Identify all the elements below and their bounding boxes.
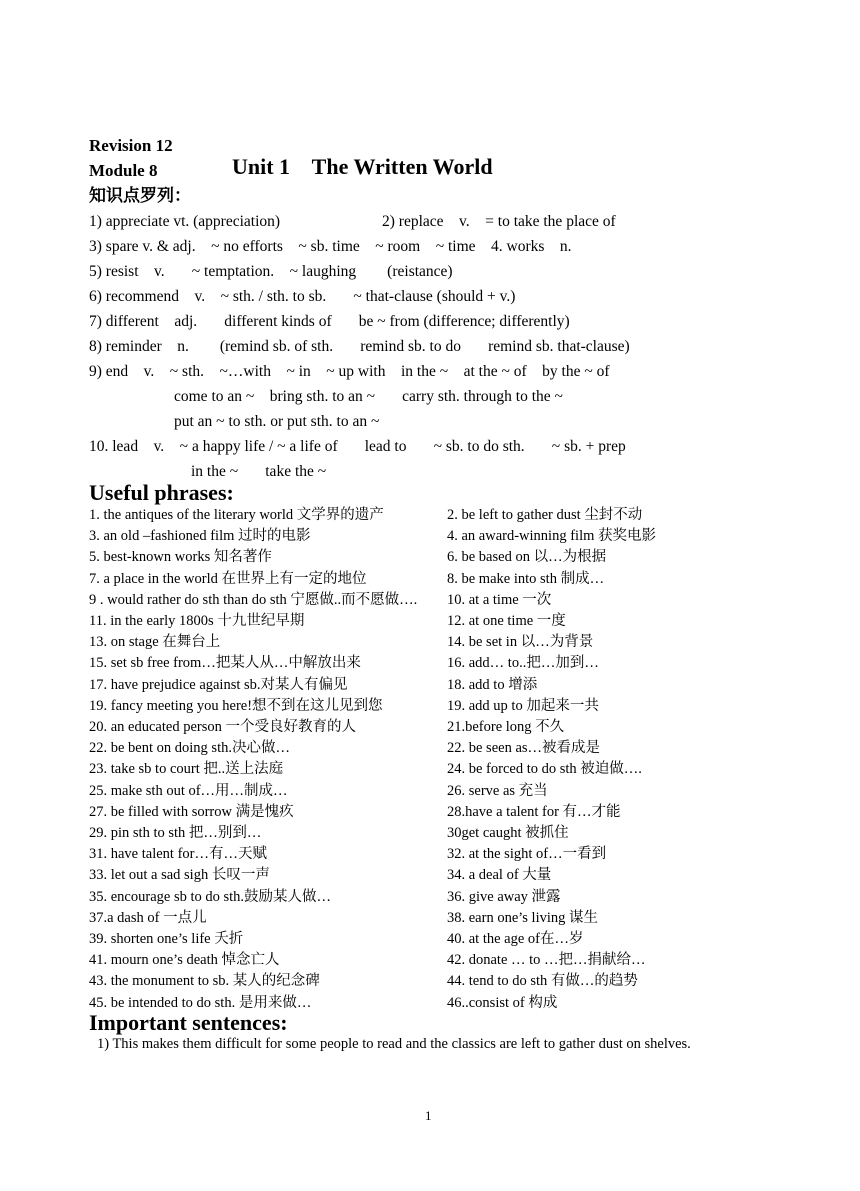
phrase-right-item: 46..consist of 构成: [447, 994, 558, 1011]
unit-title: Unit 1 The Written World: [232, 154, 493, 179]
phrase-left-item: 1. the antiques of the literary world 文学界的遗产: [89, 507, 384, 523]
knowledge-item-6: 6) recommend v. ~ sth. / sth. to sb. ~ that-clause (should + v.): [89, 288, 516, 305]
knowledge-item-7: 7) different adj. different kinds of be ~ from (difference; differently): [89, 313, 570, 330]
phrase-right-item: 32. at the sight of…一看到: [447, 846, 607, 863]
knowledge-item-9-cont-2: put an ~ to sth. or put sth. to an ~: [174, 413, 380, 430]
sentence-item: 1) This makes them difficult for some people to read and the classics are left to gather dust on shelves.: [97, 1036, 691, 1052]
phrase-right-item: 2. be left to gather dust 尘封不动: [447, 507, 643, 523]
phrase-left-item: 22. be bent on doing sth.决心做…: [89, 740, 290, 757]
page-number: 1: [425, 1108, 432, 1123]
phrase-left-item: 39. shorten one’s life 夭折: [89, 931, 244, 947]
phrase-left-item: 3. an old –fashioned film 过时的电影: [89, 528, 311, 545]
knowledge-item-9: 9) end v. ~ sth. ~…with ~ in ~ up with in the ~ at the ~ of by the ~ of: [89, 363, 610, 380]
phrase-right-item: 38. earn one’s living 谋生: [447, 909, 599, 926]
phrase-left-item: 27. be filled with sorrow 满是愧疚: [89, 803, 294, 820]
useful-phrases-heading: Useful phrases:: [89, 480, 234, 505]
phrase-right-item: 44. tend to do sth 有做…的趋势: [447, 973, 638, 990]
phrase-left-item: 15. set sb free from…把某人从…中解放出来: [89, 655, 361, 672]
knowledge-item-2: 2) replace v. = to take the place of: [382, 213, 616, 230]
phrase-right-item: 26. serve as 充当: [447, 782, 548, 799]
phrase-left-item: 19. fancy meeting you here!想不到在这儿见到您: [89, 697, 383, 714]
phrase-right-item: 22. be seen as…被看成是: [447, 740, 601, 757]
knowledge-heading: 知识点罗列：: [89, 186, 191, 205]
phrase-left-item: 35. encourage sb to do sth.鼓励某人做…: [89, 888, 332, 905]
important-sentences-heading: Important sentences:: [89, 1010, 288, 1035]
phrase-left-item: 5. best-known works 知名著作: [89, 549, 272, 566]
revision-title: Revision 12: [89, 136, 173, 155]
phrase-right-item: 28.have a talent for 有…才能: [447, 803, 621, 820]
knowledge-item-3: 3) spare v. & adj. ~ no efforts ~ sb. time ~ room ~ time 4. works n.: [89, 238, 572, 255]
phrase-left-item: 43. the monument to sb. 某人的纪念碑: [89, 973, 320, 990]
phrase-left-item: 41. mourn one’s death 悼念亡人: [89, 952, 280, 969]
phrase-left-item: 20. an educated person 一个受良好教育的人: [89, 719, 356, 735]
phrase-right-item: 34. a deal of 大量: [447, 867, 552, 884]
phrase-right-item: 42. donate … to …把…捐献给…: [447, 952, 646, 969]
phrase-right-item: 4. an award-winning film 获奖电影: [447, 528, 657, 545]
phrase-right-item: 30get caught 被抓住: [447, 825, 569, 841]
phrase-left-item: 17. have prejudice against sb.对某人有偏见: [89, 676, 348, 693]
knowledge-item-10-cont: in the ~ take the ~: [191, 463, 327, 480]
phrase-left-item: 25. make sth out of…用…制成…: [89, 782, 288, 799]
phrase-left-item: 45. be intended to do sth. 是用来做…: [89, 994, 312, 1011]
phrase-right-item: 6. be based on 以…为根据: [447, 549, 607, 566]
phrase-right-item: 40. at the age of在…岁: [447, 931, 584, 947]
phrase-left-item: 37.a dash of 一点儿: [89, 909, 207, 926]
phrase-right-item: 19. add up to 加起来一共: [447, 697, 599, 714]
phrase-left-item: 11. in the early 1800s 十九世纪早期: [89, 613, 305, 629]
phrase-right-item: 36. give away 泄露: [447, 888, 561, 905]
phrase-right-item: 21.before long 不久: [447, 719, 565, 735]
phrase-left-item: 7. a place in the world 在世界上有一定的地位: [89, 570, 367, 587]
phrase-left-item: 13. on stage 在舞台上: [89, 634, 221, 651]
phrase-right-item: 14. be set in 以…为背景: [447, 634, 594, 651]
knowledge-item-5: 5) resist v. ~ temptation. ~ laughing (reistance): [89, 263, 453, 280]
knowledge-item-9-cont-1: come to an ~ bring sth. to an ~ carry sth. through to the ~: [174, 388, 563, 405]
phrase-right-item: 12. at one time 一度: [447, 613, 566, 629]
phrase-left-item: 33. let out a sad sigh 长叹一声: [89, 867, 270, 884]
phrase-right-item: 10. at a time 一次: [447, 591, 552, 608]
phrase-left-item: 29. pin sth to sth 把…别到…: [89, 825, 262, 841]
knowledge-item-8: 8) reminder n. (remind sb. of sth. remind sb. to do remind sb. that-clause): [89, 338, 630, 355]
phrase-right-item: 18. add to 增添: [447, 676, 538, 693]
phrase-right-item: 16. add… to..把…加到…: [447, 655, 599, 672]
phrase-right-item: 24. be forced to do sth 被迫做….: [447, 761, 642, 778]
phrase-right-item: 8. be make into sth 制成…: [447, 570, 605, 587]
knowledge-item-1: 1) appreciate vt. (appreciation): [89, 213, 281, 230]
phrase-left-item: 23. take sb to court 把..送上法庭: [89, 761, 284, 778]
phrase-left-item: 31. have talent for…有…天赋: [89, 846, 267, 863]
phrase-left-item: 9 . would rather do sth than do sth 宁愿做..而不愿做….: [89, 591, 418, 608]
module-title: Module 8: [89, 161, 158, 180]
knowledge-item-10: 10. lead v. ~ a happy life / ~ a life of lead to ~ sb. to do sth. ~ sb. + prep: [89, 438, 626, 455]
